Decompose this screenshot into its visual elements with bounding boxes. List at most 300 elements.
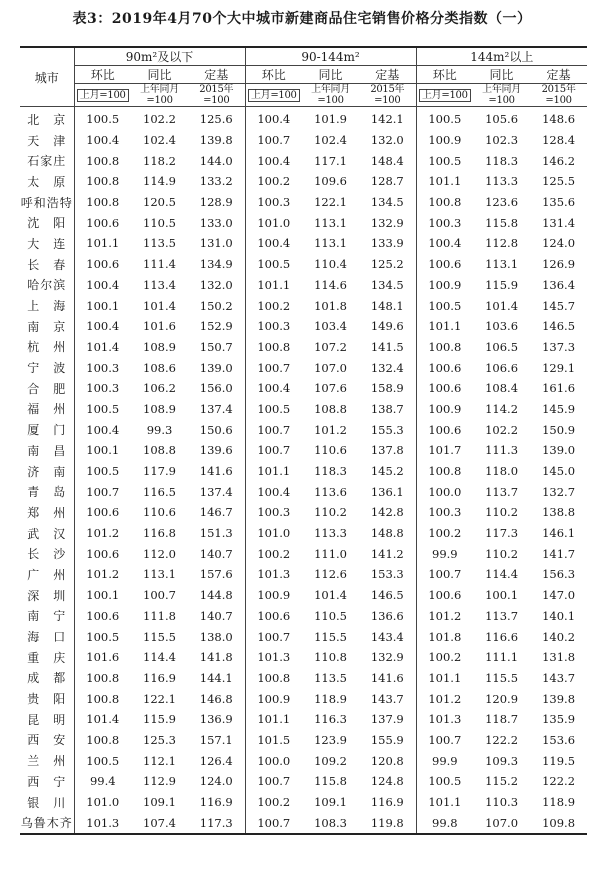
value-cell: 100.5 (245, 399, 302, 420)
sub-header: 定基 (530, 66, 587, 84)
table-row (20, 668, 587, 689)
value-cell: 109.3 (485, 753, 519, 768)
value-cell: 100.3 (245, 502, 302, 523)
base-header (245, 84, 302, 107)
value-cell: 112.9 (143, 774, 176, 789)
value-cell: 114.2 (485, 401, 519, 416)
table-header (20, 47, 587, 107)
value-cell: 144.8 (199, 588, 233, 603)
city-cell: 昆 明 (20, 709, 74, 730)
value-cell: 125.3 (143, 732, 176, 747)
table-row (20, 812, 587, 834)
value-cell: 143.7 (370, 691, 404, 706)
city-cell: 沈 阳 (20, 212, 74, 233)
value-cell: 100.9 (245, 585, 302, 606)
value-cell: 111.1 (485, 650, 519, 665)
value-cell: 100.5 (416, 107, 473, 130)
value-cell: 100.6 (245, 606, 302, 627)
value-cell: 100.8 (74, 688, 131, 709)
value-cell: 108.9 (143, 401, 176, 416)
city-cell: 重 庆 (20, 647, 74, 668)
table-row (20, 212, 587, 233)
value-cell: 109.1 (143, 795, 176, 810)
value-cell: 115.8 (314, 774, 347, 789)
value-cell: 101.4 (143, 298, 176, 313)
value-cell: 101.2 (416, 606, 473, 627)
city-cell: 贵 阳 (20, 688, 74, 709)
value-cell: 150.2 (199, 298, 233, 313)
value-cell: 100.1 (74, 440, 131, 461)
city-cell: 长 春 (20, 254, 74, 275)
city-cell: 深 圳 (20, 585, 74, 606)
group-header-medium: 90-144m² (245, 47, 416, 66)
value-cell: 101.1 (416, 171, 473, 192)
city-cell: 南 宁 (20, 606, 74, 627)
value-cell: 141.6 (370, 670, 404, 685)
base-header-label: 2015年=100 (199, 84, 234, 106)
value-cell: 100.8 (245, 337, 302, 358)
value-cell: 161.6 (542, 381, 576, 396)
value-cell: 117.9 (143, 464, 176, 479)
value-cell: 100.7 (245, 771, 302, 792)
value-cell: 115.9 (143, 712, 176, 727)
value-cell: 116.3 (314, 712, 347, 727)
value-cell: 123.6 (485, 195, 519, 210)
group-header-small: 90m²及以下 (74, 47, 245, 66)
value-cell: 100.8 (416, 337, 473, 358)
value-cell: 128.7 (370, 174, 404, 189)
value-cell: 142.1 (370, 112, 404, 127)
value-cell: 112.6 (314, 567, 347, 582)
value-cell: 152.9 (199, 319, 233, 334)
value-cell: 100.9 (416, 399, 473, 420)
value-cell: 106.5 (485, 339, 519, 354)
value-cell: 107.0 (314, 360, 347, 375)
value-cell: 100.6 (74, 606, 131, 627)
value-cell: 124.8 (370, 774, 404, 789)
value-cell: 146.5 (370, 588, 404, 603)
value-cell: 116.8 (143, 526, 176, 541)
table-row (20, 647, 587, 668)
value-cell: 146.7 (199, 505, 233, 520)
value-cell: 101.0 (245, 212, 302, 233)
value-cell: 141.8 (199, 650, 233, 665)
value-cell: 155.9 (370, 732, 404, 747)
value-cell: 99.8 (416, 812, 473, 834)
value-cell: 120.5 (143, 195, 176, 210)
value-cell: 137.3 (542, 339, 576, 354)
value-cell: 140.2 (542, 629, 576, 644)
value-cell: 100.9 (416, 275, 473, 296)
value-cell: 100.5 (74, 750, 131, 771)
value-cell: 100.3 (245, 316, 302, 337)
value-cell: 100.2 (245, 543, 302, 564)
value-cell: 101.1 (74, 233, 131, 254)
value-cell: 128.9 (199, 195, 233, 210)
base-header-label: 上年同月=100 (311, 84, 350, 106)
value-cell: 131.0 (199, 236, 233, 251)
value-cell: 106.6 (485, 360, 519, 375)
value-cell: 100.6 (416, 357, 473, 378)
city-cell: 成 都 (20, 668, 74, 689)
group-header-large: 144m²以上 (416, 47, 587, 66)
value-cell: 155.3 (370, 422, 404, 437)
value-cell: 101.1 (416, 792, 473, 813)
value-cell: 115.5 (143, 629, 176, 644)
value-cell: 101.4 (485, 298, 519, 313)
value-cell: 100.8 (245, 668, 302, 689)
value-cell: 110.3 (485, 795, 519, 810)
value-cell: 100.6 (416, 254, 473, 275)
value-cell: 124.0 (199, 774, 233, 789)
value-cell: 131.4 (542, 215, 576, 230)
value-cell: 100.0 (245, 750, 302, 771)
value-cell: 103.4 (314, 319, 347, 334)
value-cell: 100.4 (245, 233, 302, 254)
value-cell: 116.9 (370, 795, 404, 810)
table-row (20, 254, 587, 275)
value-cell: 150.7 (199, 339, 233, 354)
sub-header: 同比 (473, 66, 530, 84)
value-cell: 105.6 (485, 112, 519, 127)
value-cell: 118.3 (314, 464, 347, 479)
table-row (20, 378, 587, 399)
value-cell: 122.2 (542, 774, 576, 789)
value-cell: 100.7 (143, 588, 176, 603)
value-cell: 137.4 (199, 484, 233, 499)
value-cell: 100.6 (74, 543, 131, 564)
table-row (20, 523, 587, 544)
value-cell: 100.8 (74, 171, 131, 192)
value-cell: 107.4 (131, 812, 188, 834)
value-cell: 114.6 (314, 277, 347, 292)
value-cell: 100.3 (416, 212, 473, 233)
value-cell: 133.9 (370, 236, 404, 251)
table-row (20, 150, 587, 171)
table-body (20, 107, 587, 835)
city-cell: 天 津 (20, 130, 74, 151)
base-header-label: 2015年=100 (370, 84, 405, 106)
value-cell: 142.8 (370, 505, 404, 520)
value-cell: 122.2 (485, 732, 519, 747)
sub-header: 环比 (416, 66, 473, 84)
value-cell: 113.1 (314, 215, 347, 230)
value-cell: 116.9 (199, 795, 233, 810)
value-cell: 143.7 (542, 670, 576, 685)
city-cell: 西 安 (20, 730, 74, 751)
value-cell: 114.9 (143, 174, 176, 189)
value-cell: 139.8 (199, 133, 233, 148)
base-header (188, 84, 245, 107)
value-cell: 100.6 (416, 419, 473, 440)
value-cell: 144.0 (199, 153, 233, 168)
value-cell: 100.2 (245, 171, 302, 192)
table-row (20, 419, 587, 440)
value-cell: 147.0 (542, 588, 576, 603)
value-cell: 101.1 (245, 275, 302, 296)
value-cell: 113.1 (314, 236, 347, 251)
value-cell: 101.2 (416, 688, 473, 709)
value-cell: 148.1 (370, 298, 404, 313)
value-cell: 116.6 (485, 629, 519, 644)
value-cell: 101.4 (74, 709, 131, 730)
value-cell: 110.8 (314, 650, 347, 665)
value-cell: 103.6 (485, 319, 519, 334)
base-header (416, 84, 473, 107)
city-cell: 宁 波 (20, 357, 74, 378)
city-cell: 海 口 (20, 626, 74, 647)
value-cell: 140.7 (199, 608, 233, 623)
value-cell: 100.0 (416, 481, 473, 502)
value-cell: 126.4 (199, 753, 233, 768)
city-cell: 北 京 (20, 107, 74, 130)
value-cell: 100.9 (245, 688, 302, 709)
value-cell: 100.9 (416, 130, 473, 151)
value-cell: 100.3 (416, 502, 473, 523)
value-cell: 132.4 (370, 360, 404, 375)
value-cell: 157.6 (199, 567, 233, 582)
value-cell: 100.2 (416, 523, 473, 544)
value-cell: 145.0 (542, 464, 576, 479)
value-cell: 99.4 (74, 771, 131, 792)
city-cell: 兰 州 (20, 750, 74, 771)
value-cell: 149.6 (370, 319, 404, 334)
value-cell: 107.6 (314, 381, 347, 396)
value-cell: 102.2 (485, 422, 519, 437)
value-cell: 137.8 (370, 443, 404, 458)
value-cell: 116.5 (143, 484, 176, 499)
value-cell: 100.5 (74, 461, 131, 482)
value-cell: 102.2 (143, 112, 176, 127)
city-cell: 哈尔滨 (20, 275, 74, 296)
value-cell: 148.6 (542, 112, 576, 127)
value-cell: 146.5 (542, 319, 576, 334)
value-cell: 101.0 (245, 523, 302, 544)
value-cell: 114.4 (485, 567, 519, 582)
value-cell: 115.9 (485, 277, 519, 292)
value-cell: 108.6 (143, 360, 176, 375)
value-cell: 156.3 (542, 567, 576, 582)
value-cell: 136.6 (370, 608, 404, 623)
value-cell: 110.5 (314, 608, 347, 623)
table-row (20, 502, 587, 523)
value-cell: 138.7 (370, 401, 404, 416)
table-row (20, 316, 587, 337)
table-row (20, 275, 587, 296)
city-cell: 合 肥 (20, 378, 74, 399)
city-cell: 石家庄 (20, 150, 74, 171)
value-cell: 145.9 (542, 401, 576, 416)
value-cell: 141.5 (370, 339, 404, 354)
value-cell: 122.1 (314, 195, 347, 210)
value-cell: 132.9 (370, 650, 404, 665)
table-row (20, 337, 587, 358)
value-cell: 101.1 (416, 316, 473, 337)
value-cell: 118.9 (542, 795, 576, 810)
base-header (473, 84, 530, 107)
price-index-table-wrapper (20, 46, 587, 835)
value-cell: 148.8 (370, 526, 404, 541)
value-cell: 123.9 (314, 732, 347, 747)
base-header (131, 84, 188, 107)
value-cell: 100.5 (74, 107, 131, 130)
value-cell: 100.1 (74, 585, 131, 606)
value-cell: 133.0 (199, 215, 233, 230)
base-header (74, 84, 131, 107)
value-cell: 101.2 (74, 523, 131, 544)
value-cell: 101.6 (74, 647, 131, 668)
value-cell: 151.3 (199, 526, 233, 541)
table-title: 表3：2019年4月70个大中城市新建商品住宅销售价格分类指数（一） (72, 11, 532, 27)
value-cell: 101.2 (314, 422, 347, 437)
value-cell: 100.8 (74, 150, 131, 171)
value-cell: 144.1 (199, 670, 233, 685)
value-cell: 113.7 (485, 484, 519, 499)
value-cell: 100.4 (74, 275, 131, 296)
value-cell: 100.7 (416, 730, 473, 751)
value-cell: 118.2 (143, 153, 176, 168)
city-cell: 大 连 (20, 233, 74, 254)
value-cell: 100.7 (245, 130, 302, 151)
value-cell: 141.2 (370, 546, 404, 561)
sub-header: 环比 (74, 66, 131, 84)
value-cell: 145.7 (542, 298, 576, 313)
value-cell: 100.6 (416, 585, 473, 606)
city-cell: 广 州 (20, 564, 74, 585)
value-cell: 100.1 (74, 295, 131, 316)
value-cell: 141.6 (199, 464, 233, 479)
value-cell: 140.1 (542, 608, 576, 623)
value-cell: 125.5 (542, 174, 576, 189)
city-cell: 西 宁 (20, 771, 74, 792)
value-cell: 100.5 (74, 399, 131, 420)
value-cell: 100.3 (74, 378, 131, 399)
value-cell: 109.6 (314, 174, 347, 189)
base-header (530, 84, 587, 107)
value-cell: 100.1 (485, 588, 519, 603)
value-cell: 115.8 (485, 215, 519, 230)
value-cell: 132.0 (199, 277, 233, 292)
base-header (359, 84, 416, 107)
value-cell: 110.2 (485, 505, 519, 520)
value-cell: 146.2 (542, 153, 576, 168)
value-cell: 119.5 (542, 753, 576, 768)
value-cell: 100.4 (74, 419, 131, 440)
value-cell: 101.4 (314, 588, 347, 603)
value-cell: 134.5 (370, 195, 404, 210)
value-cell: 100.2 (245, 792, 302, 813)
table-row (20, 606, 587, 627)
value-cell: 100.5 (416, 771, 473, 792)
value-cell: 139.0 (542, 443, 576, 458)
table-row (20, 709, 587, 730)
value-cell: 122.1 (143, 691, 176, 706)
value-cell: 133.2 (199, 174, 233, 189)
base-header-label: 上年同月=100 (140, 84, 179, 106)
value-cell: 153.6 (542, 732, 576, 747)
table-row (20, 481, 587, 502)
value-cell: 135.9 (542, 712, 576, 727)
value-cell: 100.7 (416, 564, 473, 585)
value-cell: 118.9 (314, 691, 347, 706)
value-cell: 139.6 (199, 443, 233, 458)
value-cell: 100.4 (245, 481, 302, 502)
value-cell: 129.1 (542, 360, 576, 375)
city-cell: 乌鲁木齐 (20, 812, 74, 834)
value-cell: 102.3 (485, 133, 519, 148)
city-cell: 银 川 (20, 792, 74, 813)
table-row (20, 730, 587, 751)
value-cell: 132.9 (370, 215, 404, 230)
value-cell: 100.7 (245, 812, 302, 834)
city-cell: 呼和浩特 (20, 192, 74, 213)
value-cell: 125.2 (370, 257, 404, 272)
table-row (20, 543, 587, 564)
value-cell: 100.4 (74, 316, 131, 337)
value-cell: 101.6 (143, 319, 176, 334)
value-cell: 101.1 (245, 461, 302, 482)
value-cell: 131.8 (542, 650, 576, 665)
value-cell: 109.8 (530, 812, 587, 834)
base-header-label: 上年同月=100 (482, 84, 521, 106)
city-cell: 郑 州 (20, 502, 74, 523)
value-cell: 113.4 (143, 277, 176, 292)
value-cell: 112.0 (143, 546, 176, 561)
city-column-header: 城市 (20, 47, 74, 107)
sub-header: 定基 (188, 66, 245, 84)
value-cell: 101.9 (314, 112, 347, 127)
base-header (302, 84, 359, 107)
value-cell: 157.1 (199, 732, 233, 747)
value-cell: 158.9 (370, 381, 404, 396)
value-cell: 100.8 (74, 192, 131, 213)
value-cell: 100.6 (74, 254, 131, 275)
table-row (20, 192, 587, 213)
value-cell: 100.4 (245, 378, 302, 399)
value-cell: 110.4 (314, 257, 347, 272)
value-cell: 113.1 (143, 567, 176, 582)
value-cell: 106.2 (143, 381, 176, 396)
value-cell: 109.1 (314, 795, 347, 810)
city-cell: 上 海 (20, 295, 74, 316)
value-cell: 116.9 (143, 670, 176, 685)
value-cell: 156.0 (199, 381, 233, 396)
sub-header: 同比 (131, 66, 188, 84)
value-cell: 108.8 (143, 443, 176, 458)
value-cell: 100.8 (74, 668, 131, 689)
value-cell: 101.1 (245, 709, 302, 730)
value-cell: 100.7 (245, 419, 302, 440)
city-cell: 南 京 (20, 316, 74, 337)
value-cell: 138.8 (542, 505, 576, 520)
table-row (20, 357, 587, 378)
value-cell: 108.8 (314, 401, 347, 416)
value-cell: 150.9 (542, 422, 576, 437)
value-cell: 110.2 (314, 505, 347, 520)
value-cell: 101.1 (416, 668, 473, 689)
value-cell: 101.3 (416, 709, 473, 730)
value-cell: 100.2 (245, 295, 302, 316)
price-index-table (20, 46, 587, 835)
value-cell: 134.5 (370, 277, 404, 292)
value-cell: 112.8 (485, 236, 519, 251)
value-cell: 110.2 (485, 546, 519, 561)
value-cell: 108.4 (485, 381, 519, 396)
value-cell: 102.4 (314, 133, 347, 148)
value-cell: 100.7 (74, 481, 131, 502)
table-row (20, 399, 587, 420)
base-header-label: 上月=100 (77, 89, 129, 102)
